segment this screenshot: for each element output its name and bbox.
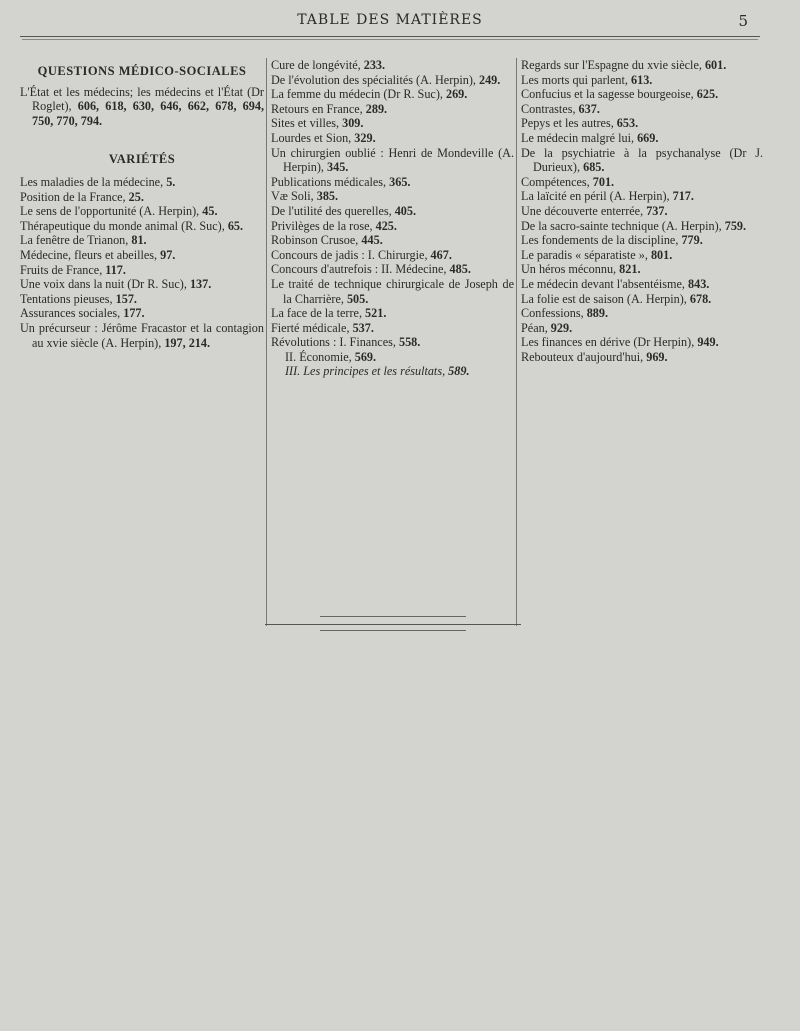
- entry-title: Les finances en dérive (Dr Herpin),: [521, 335, 695, 350]
- toc-entry: [20, 190, 264, 205]
- entry-page-numbers: 949.: [694, 335, 719, 350]
- toc-entry: [521, 131, 763, 146]
- entry-page-numbers: 589.: [445, 364, 470, 379]
- toc-entry: [20, 277, 264, 292]
- entry-title: Le traité de technique chirurgicale de Joseph de la Charrière,: [271, 276, 514, 306]
- entry-page-numbers: 345.: [323, 160, 349, 175]
- entry-page-numbers: 249.: [475, 72, 501, 87]
- entry-title: Le médecin malgré lui,: [521, 130, 635, 145]
- toc-entry: [521, 335, 763, 350]
- toc-entry: [521, 87, 763, 102]
- entry-page-numbers: 65.: [224, 218, 244, 233]
- entry-page-numbers: 365.: [386, 174, 411, 189]
- entry-page-numbers: 613.: [627, 72, 653, 87]
- entry-page-numbers: 601.: [701, 58, 727, 72]
- entry-title: Tentations pieuses,: [20, 291, 113, 306]
- entry-title: De l'évolution des spécialités (A. Herpin),: [271, 72, 476, 87]
- entry-title: Compétences,: [521, 174, 590, 189]
- entry-title: Sites et villes,: [271, 116, 340, 131]
- entry-page-numbers: 405.: [391, 203, 417, 218]
- entry-title: III. Les principes et les résultats,: [285, 364, 446, 379]
- entry-title: La femme du médecin (Dr R. Suc),: [271, 87, 443, 102]
- toc-entry: [20, 204, 264, 219]
- entry-title: La face de la terre,: [271, 306, 362, 321]
- entry-title: Une voix dans la nuit (Dr R. Suc),: [20, 277, 187, 292]
- entry-page-numbers: 637.: [575, 101, 600, 116]
- entry-page-numbers: 569.: [351, 349, 377, 364]
- entry-page-numbers: 821.: [616, 262, 641, 277]
- page-number: 5: [738, 12, 748, 30]
- entry-title: De la psychiatrie à la psychanalyse (Dr J. Durieux),: [521, 145, 763, 175]
- column-left: [20, 58, 264, 350]
- toc-entry: [521, 219, 763, 234]
- toc-entry: [20, 321, 264, 350]
- toc-entry: [271, 131, 514, 146]
- toc-entry: [271, 189, 514, 204]
- section-title-varietes: VARIÉTÉS: [108, 152, 176, 167]
- entry-title: Péan,: [521, 320, 548, 335]
- entry-page-numbers: 177.: [120, 306, 145, 321]
- entry-page-numbers: 737.: [643, 203, 668, 218]
- toc-entry: [20, 248, 264, 263]
- entry-page-numbers: 269.: [442, 87, 468, 102]
- end-rule-bottom: [320, 630, 466, 631]
- entry-title: Le médecin devant l'absentéisme,: [521, 276, 685, 291]
- entry-page-numbers: 505.: [343, 291, 369, 306]
- entry-title: Médecine, fleurs et abeilles,: [20, 247, 158, 262]
- entry-page-numbers: 117.: [102, 262, 126, 277]
- entry-page-numbers: 653.: [613, 116, 639, 131]
- entry-page-numbers: 25.: [125, 189, 144, 204]
- entry-page-numbers: 329.: [351, 130, 376, 145]
- entry-page-numbers: 759.: [721, 218, 747, 233]
- entry-title: Les morts qui parlent,: [521, 72, 628, 87]
- entry-page-numbers: 779.: [678, 233, 703, 248]
- toc-entry: [271, 102, 514, 117]
- entry-title: Position de la France,: [20, 189, 126, 204]
- entry-page-numbers: 309.: [339, 116, 364, 131]
- toc-entry: [521, 146, 763, 175]
- entry-title: Un chirurgien oublié : Henri de Mondeville (A. Herpin),: [271, 145, 514, 175]
- entry-page-numbers: 425.: [372, 218, 397, 233]
- section-title-medico-sociales: QUESTIONS MÉDICO-SOCIALES: [37, 64, 247, 78]
- entry-title: Contrastes,: [521, 101, 576, 116]
- middle-entries: [271, 58, 514, 350]
- entry-page-numbers: 5.: [163, 174, 176, 189]
- entry-page-numbers: 445.: [358, 233, 383, 248]
- entry-page-numbers: 558.: [395, 335, 421, 350]
- entry-title: Concours d'autrefois : II. Médecine,: [271, 262, 447, 277]
- entry-title: De l'utilité des querelles,: [271, 203, 392, 218]
- entry-title: Publications médicales,: [271, 174, 387, 189]
- entry-title: II. Économie,: [285, 349, 352, 364]
- toc-entry: [271, 87, 514, 102]
- toc-entry: [271, 364, 514, 379]
- entry-page-numbers: 137.: [186, 277, 212, 292]
- entry-page-numbers: 717.: [669, 189, 694, 204]
- toc-entry: [271, 335, 514, 350]
- toc-entry: [521, 58, 763, 73]
- entry-title: Pepys et les autres,: [521, 116, 614, 131]
- toc-entry: [271, 233, 514, 248]
- entry-page-numbers: 485.: [446, 262, 471, 277]
- column-right: [521, 58, 763, 364]
- entry-page-numbers: 45.: [199, 204, 218, 219]
- toc-entry: [271, 219, 514, 234]
- entry-title: Un précurseur : Jérôme Fracastor et la contagion au xvie siècle (A. Herpin),: [20, 320, 264, 350]
- entry-page-numbers: 157.: [112, 291, 137, 306]
- entry-title: Rebouteux d'aujourd'hui,: [521, 349, 644, 364]
- entry-page-numbers: 625.: [693, 87, 719, 102]
- section-entries-medico-sociales: [20, 85, 264, 129]
- entry-title: Privilèges de la rose,: [271, 218, 373, 233]
- entry-title: La folie est de saison (A. Herpin),: [521, 291, 687, 306]
- header-rule-secondary: [22, 39, 758, 40]
- toc-entry: [521, 175, 763, 190]
- middle-sub-entries: [271, 350, 514, 379]
- entry-title: Thérapeutique du monde animal (R. Suc),: [20, 218, 225, 233]
- toc-entry: [521, 233, 763, 248]
- entry-title: Révolutions : I. Finances,: [271, 335, 396, 350]
- toc-entry: [521, 73, 763, 88]
- entry-page-numbers: 678.: [686, 291, 712, 306]
- toc-entry: [521, 189, 763, 204]
- toc-entry: [521, 116, 763, 131]
- entry-page-numbers: 843.: [684, 276, 710, 291]
- entry-page-numbers: 467.: [427, 247, 452, 262]
- entry-title: Le paradis « séparatiste »,: [521, 247, 648, 262]
- toc-entry: [20, 263, 264, 278]
- entry-page-numbers: 197, 214.: [161, 335, 211, 350]
- toc-entry: [20, 292, 264, 307]
- entry-title: Confessions,: [521, 306, 584, 321]
- entry-title: Fruits de France,: [20, 262, 103, 277]
- toc-entry: [521, 204, 763, 219]
- entry-title: Une découverte enterrée,: [521, 203, 644, 218]
- running-title: TABLE DES MATIÈRES: [297, 12, 483, 28]
- entry-page-numbers: 889.: [583, 306, 609, 321]
- toc-entry: [271, 248, 514, 263]
- toc-entry: [271, 73, 514, 88]
- entry-page-numbers: 81.: [128, 233, 147, 248]
- entry-page-numbers: 521.: [362, 306, 387, 321]
- entry-title: Les maladies de la médecine,: [20, 174, 164, 189]
- entry-page-numbers: 233.: [360, 58, 386, 72]
- entry-title: Les fondements de la discipline,: [521, 233, 679, 248]
- toc-entry: [521, 292, 763, 307]
- toc-entry: [271, 321, 514, 336]
- entry-page-numbers: 801.: [647, 247, 673, 262]
- section-entries-varietes: [20, 175, 264, 350]
- entry-title: Regards sur l'Espagne du xvie siècle,: [521, 58, 702, 72]
- toc-entry: [20, 219, 264, 234]
- entry-page-numbers: 969.: [643, 349, 668, 364]
- toc-entry: [271, 116, 514, 131]
- entry-title: Concours de jadis : I. Chirurgie,: [271, 247, 428, 262]
- toc-entry: [521, 248, 763, 263]
- toc-entry: [271, 146, 514, 175]
- toc-entry: [20, 306, 264, 321]
- entry-title: Confucius et la sagesse bourgeoise,: [521, 87, 694, 102]
- entry-title: Retours en France,: [271, 101, 363, 116]
- entry-page-numbers: 537.: [349, 320, 374, 335]
- toc-entry: [271, 350, 514, 365]
- toc-entry: [271, 204, 514, 219]
- entry-title: De la sacro-sainte technique (A. Herpin),: [521, 218, 722, 233]
- column-divider-right: [516, 58, 517, 626]
- toc-entry: [271, 306, 514, 321]
- entry-page-numbers: 606, 618, 630, 646, 662, 678, 694, 750, 770, 794.: [32, 99, 264, 128]
- toc-entry: [20, 85, 264, 129]
- entry-page-numbers: 385.: [313, 189, 339, 204]
- toc-entry: [271, 175, 514, 190]
- column-divider-left: [266, 58, 267, 626]
- header-rule: [20, 36, 760, 37]
- entry-title: L'État et les médecins; les médecins et l'État (Dr Roglet),: [20, 84, 264, 114]
- toc-entry: [20, 233, 264, 248]
- toc-entry: [521, 321, 763, 336]
- right-entries: [521, 58, 763, 364]
- entry-title: Assurances sociales,: [20, 306, 121, 321]
- end-rule-top: [320, 616, 466, 617]
- toc-entry: [271, 277, 514, 306]
- entry-title: Robinson Crusoe,: [271, 233, 359, 248]
- entry-page-numbers: 669.: [634, 130, 659, 145]
- toc-entry: [521, 102, 763, 117]
- entry-title: Cure de longévité,: [271, 58, 361, 72]
- toc-entry: [271, 262, 514, 277]
- toc-entry: [20, 175, 264, 190]
- entry-title: Væ Soli,: [271, 189, 314, 204]
- toc-entry: [521, 277, 763, 292]
- entry-title: Fierté médicale,: [271, 320, 350, 335]
- entry-title: Le sens de l'opportunité (A. Herpin),: [20, 204, 200, 219]
- entry-page-numbers: 701.: [589, 174, 615, 189]
- toc-entry: [521, 350, 763, 365]
- entry-page-numbers: 97.: [157, 247, 176, 262]
- end-rule-middle: [265, 624, 521, 625]
- toc-entry: [521, 262, 763, 277]
- entry-title: Un héros méconnu,: [521, 262, 617, 277]
- entry-title: Lourdes et Sion,: [271, 130, 352, 145]
- entry-title: La laïcité en péril (A. Herpin),: [521, 189, 670, 204]
- toc-entry: [521, 306, 763, 321]
- column-middle: [271, 58, 514, 379]
- entry-page-numbers: 929.: [547, 320, 573, 335]
- entry-title: La fenêtre de Trianon,: [20, 233, 129, 248]
- entry-page-numbers: 289.: [362, 101, 388, 116]
- entry-page-numbers: 685.: [580, 160, 605, 175]
- toc-entry: [271, 58, 514, 73]
